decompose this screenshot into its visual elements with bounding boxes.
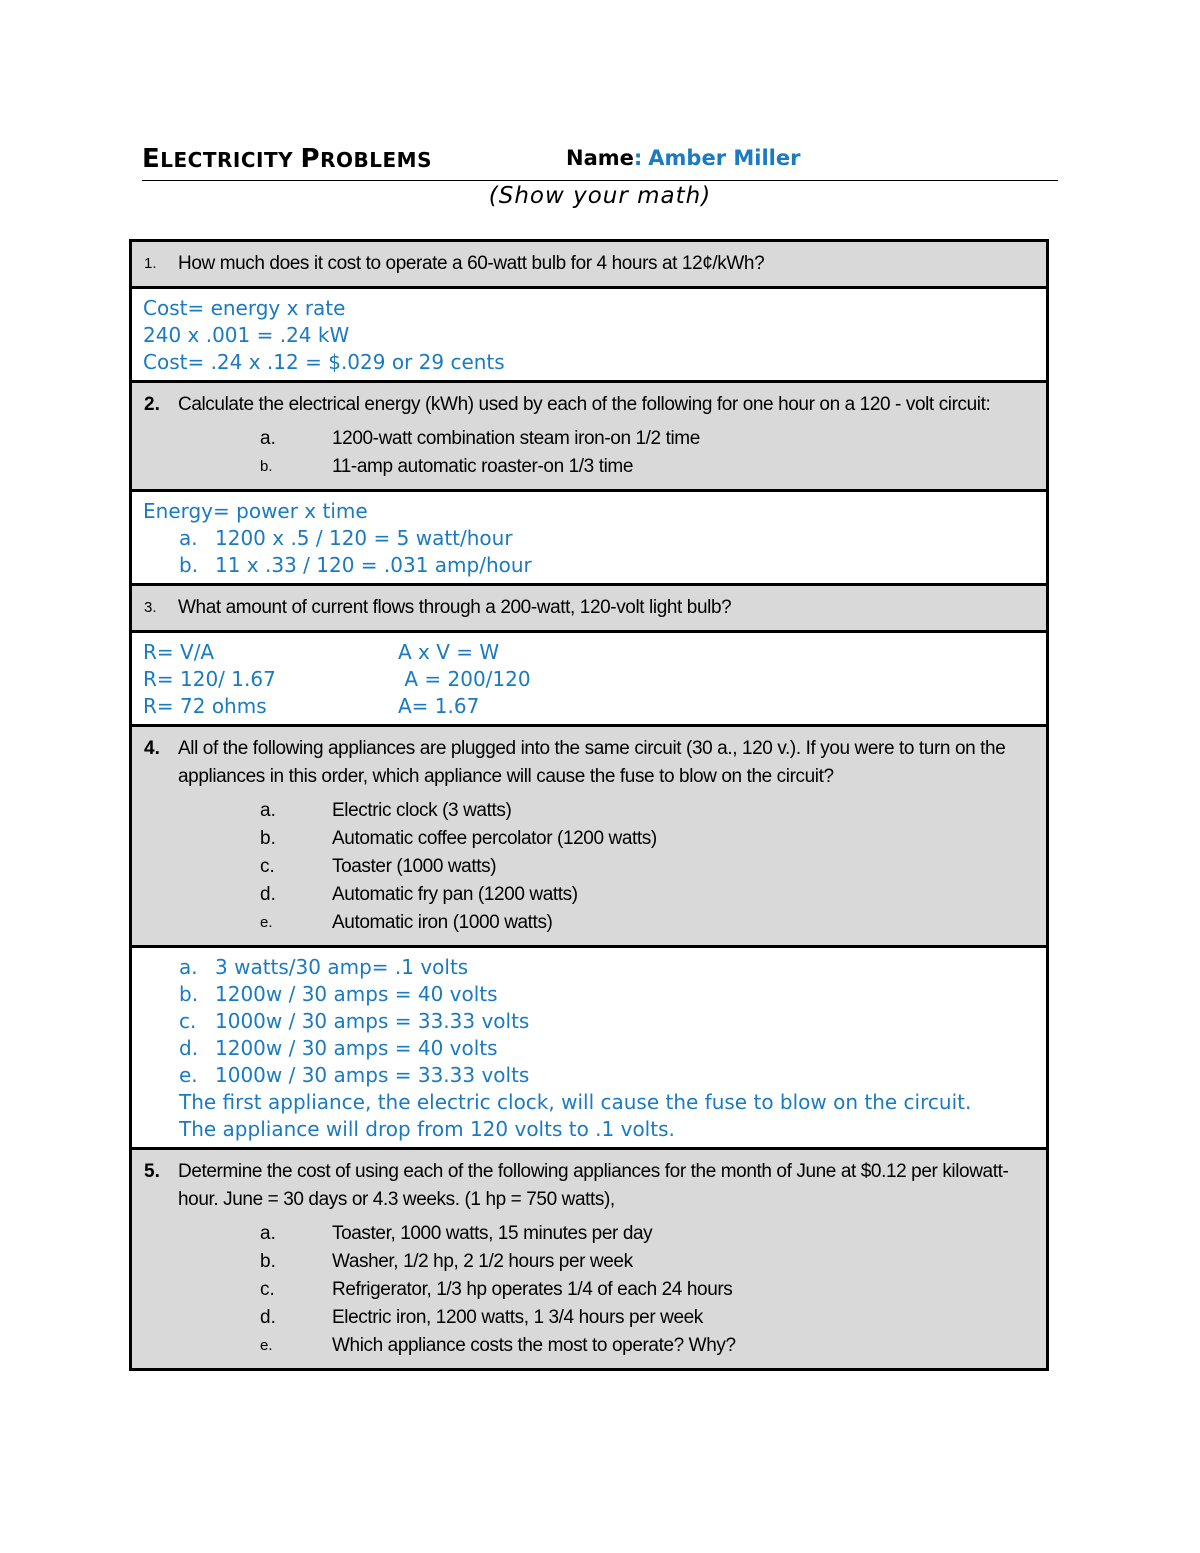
page-title: ELECTRICITY PROBLEMS <box>142 144 432 174</box>
page-subtitle: (Show your math) <box>488 183 712 209</box>
name-label: Name <box>566 146 634 170</box>
answer-item: b. 1200w / 30 amps = 40 volts <box>179 982 498 1006</box>
question-number: 5. <box>144 1161 160 1182</box>
answer-line: Cost= energy x rate <box>143 296 346 320</box>
question-item: c. Toaster (1000 watts) <box>260 856 497 877</box>
answer-conclusion: The appliance will drop from 120 volts to .1 volts. <box>179 1117 675 1141</box>
answer-4 <box>132 948 1046 1150</box>
question-number: 1. <box>144 255 157 272</box>
question-2 <box>132 383 1046 492</box>
answer-3 <box>132 633 1046 727</box>
page-header <box>142 140 1058 181</box>
answer-conclusion: The first appliance, the electric clock, will cause the fuse to blow on the circuit. <box>179 1090 972 1114</box>
question-text: What amount of current flows through a 200-watt, 120-volt light bulb? <box>178 597 732 618</box>
question-item: d. Automatic fry pan (1200 watts) <box>260 884 578 905</box>
answer-item: d. 1200w / 30 amps = 40 volts <box>179 1036 498 1060</box>
question-item: b. Automatic coffee percolator (1200 watts) <box>260 828 657 849</box>
answer-line: Cost= .24 x .12 = $.029 or 29 cents <box>143 350 505 374</box>
question-number: 3. <box>144 599 157 616</box>
question-4 <box>132 727 1046 948</box>
question-5 <box>132 1150 1046 1368</box>
answer-1 <box>132 289 1046 383</box>
answer-line: 240 x .001 = .24 kW <box>143 323 350 347</box>
question-1 <box>132 242 1046 289</box>
question-number: 4. <box>144 738 160 759</box>
question-text: Determine the cost of using each of the following appliances for the month of June at $0.12 per kilowatt-hour. June = 30 days or 4.3 weeks. (1 hp = 750 watts), <box>178 1161 1009 1210</box>
answer-item: e. 1000w / 30 amps = 33.33 volts <box>179 1063 530 1087</box>
question-text: All of the following appliances are plugged into the same circuit (30 a., 120 v.). If you were to turn on the appliances in this order, which appliance will cause the fuse to blow on the circuit? <box>178 738 1006 787</box>
answer-item: c. 1000w / 30 amps = 33.33 volts <box>179 1009 530 1033</box>
question-item: a. 1200-watt combination steam iron-on 1/2 time <box>260 428 700 449</box>
answer-item: a. 1200 x .5 / 120 = 5 watt/hour <box>179 526 513 550</box>
answer-row: R= 72 ohms A= 1.67 <box>143 694 480 718</box>
question-item: a. Toaster, 1000 watts, 15 minutes per day <box>260 1223 653 1244</box>
question-3 <box>132 586 1046 633</box>
question-item: a. Electric clock (3 watts) <box>260 800 512 821</box>
question-item: e. Which appliance costs the most to operate? Why? <box>260 1335 736 1356</box>
question-item: e. Automatic iron (1000 watts) <box>260 912 553 933</box>
answer-item: b. 11 x .33 / 120 = .031 amp/hour <box>179 553 532 577</box>
answer-row: R= V/A A x V = W <box>143 640 500 664</box>
question-number: 2. <box>144 394 160 415</box>
question-item: b. 11-amp automatic roaster-on 1/3 time <box>260 456 634 477</box>
question-text: Calculate the electrical energy (kWh) used by each of the following for one hour on a 120 - volt circuit: <box>178 394 991 415</box>
answer-line: Energy= power x time <box>143 499 368 523</box>
student-name: Name: Amber Miller <box>566 146 801 170</box>
answer-item: a. 3 watts/30 amp= .1 volts <box>179 955 469 979</box>
worksheet-table <box>129 239 1049 1371</box>
answer-2 <box>132 492 1046 586</box>
question-item: d. Electric iron, 1200 watts, 1 3/4 hours per week <box>260 1307 703 1328</box>
answer-row: R= 120/ 1.67 A = 200/120 <box>143 667 531 691</box>
question-text: How much does it cost to operate a 60-watt bulb for 4 hours at 12¢/kWh? <box>178 253 765 274</box>
question-item: b. Washer, 1/2 hp, 2 1/2 hours per week <box>260 1251 633 1272</box>
question-item: c. Refrigerator, 1/3 hp operates 1/4 of each 24 hours <box>260 1279 733 1300</box>
name-value: Amber Miller <box>648 146 801 170</box>
